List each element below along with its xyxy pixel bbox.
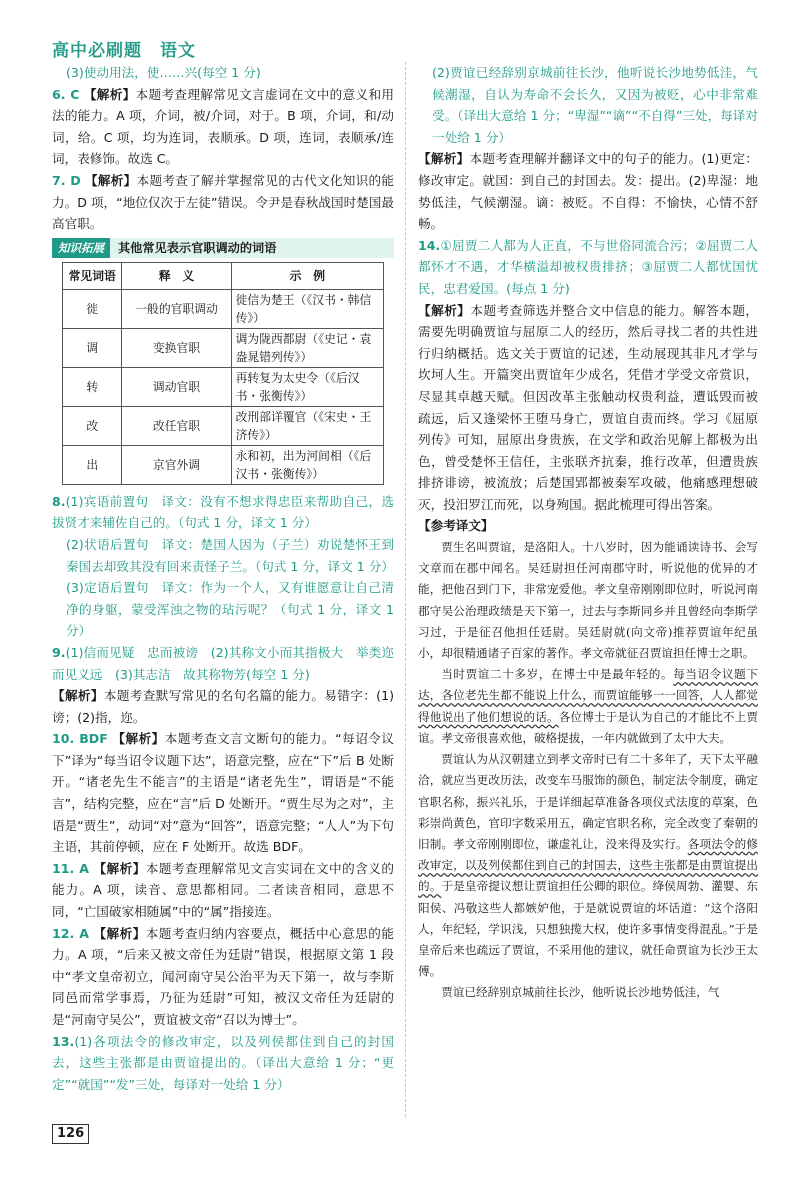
official-transfer-table (62, 262, 384, 485)
question-8-line-2: (2)状语后置句 译文：楚国人因为（子兰）劝说楚怀王到秦国去却致其没有回来责怪子兰。（句式 1 分，译文 1 分） (66, 536, 394, 574)
question-number: 13. (52, 1033, 75, 1049)
question-7 (52, 170, 394, 235)
reference-translation-title: 【参考译文】 (418, 518, 494, 534)
translation-text: 当时贾谊二十多岁，在博士中是最年轻的。 (441, 667, 674, 682)
analysis-tag: 【解析】 (93, 925, 146, 941)
translation-paragraph-1: 贾生名叫贾谊，是洛阳人。十八岁时，因为能诵读诗书、会写文章而在郡中闻名。吴廷尉担任河南郡守时，听说他的优异的才能，把他召到门下，非常宠爱他。孝文皇帝刚刚即位时，听说河南郡守吴公治理政绩是天下第一，过去与李斯同乡并且曾经向李斯学习过，于是征召他担任廷尉。吴廷尉就(向文帝)推荐贾谊年纪虽小，却很精通诸子百家的著作。孝文帝就征召贾谊担任博士之职。 (418, 540, 758, 661)
table-cell: 改任官职 (122, 406, 231, 445)
analysis-tag: 【解析】 (85, 172, 137, 188)
table-cell: 一般的官职调动 (122, 289, 231, 328)
question-number: 10. BDF (52, 731, 108, 747)
table-row (63, 367, 384, 406)
table-row (63, 328, 384, 367)
column-divider (405, 62, 406, 1117)
analysis-text: 本题考查文言文断句的能力。“每诏令议下”译为“每当诏令议题下达”，语意完整，应在“下”后 B 处断开。“诸老先生不能言”的主语是“诸老先生”，谓语是“不能言”，结构完整，应在“言”后 D 处断开。“贾生尽为之对”，主语是“贾生”，动词“对”意为“回答”，语意完整；“人人”为下句主语，其前停顿，应在 F 处断开。故选 BDF。 (52, 731, 394, 855)
analysis-tag: 【解析】 (93, 860, 146, 876)
analysis-text: 本题考查理解常见文言虚词在文中的意义和用法的能力。A 项，介词，被/介词，对于。B 项，介词，和/动词，给。C 项，均为连词，表顺承。D 项，连词，表顺承/连词，表修饰。故选 C。 (52, 86, 394, 167)
question-number: 14. (418, 237, 441, 253)
translation-paragraph-3 (418, 749, 758, 982)
page-number: 126 (52, 1124, 89, 1144)
translation-text: 各位博士于是认为自己的才能比不上贾谊。孝文帝很喜欢他，破格提拔，一年内就做到了太中大夫。 (418, 709, 758, 745)
table-cell: 京官外调 (122, 445, 231, 484)
table-cell: 永和初，出为河间相（《后汉书・张衡传》） (231, 445, 383, 484)
analysis-tag: 【解析】 (112, 731, 165, 747)
question-13-analysis (418, 148, 758, 234)
right-column (418, 62, 758, 1004)
answer-text: (1)各项法令的修改审定，以及列侯都住到自己的封国去，这些主张都是由贾谊提出的。（译出大意给 1 分；“更定”“就国”“发”三处，每译对一处给 1 分） (52, 1033, 394, 1092)
analysis-text: 本题考查了解并掌握常见的古代文化知识的能力。D 项，“地位仅次于左徒”错误。令尹是春秋战国时楚国最高官职。 (52, 172, 395, 232)
analysis-tag: 【解析】 (418, 151, 470, 167)
question-number: 11. A (52, 860, 89, 876)
knowledge-extension-header (52, 238, 394, 258)
question-14-answer (418, 235, 758, 300)
question-number: 8. (52, 493, 66, 509)
question-13-answer-1 (52, 1031, 394, 1096)
question-9-answer (52, 642, 394, 685)
answer-text: (1)宾语前置句 译文：没有不想求得忠臣来帮助自己，选拔贤才来辅佐自己的。（句式 1 分，译文 1 分） (52, 493, 394, 531)
analysis-text: 本题考查归纳内容要点，概括中心意思的能力。A 项，“后来又被文帝任为廷尉”错误，根据原文第 1 段中“孝文皇帝初立，闻河南守吴公治平为天下第一，故与李斯同邑而常学事焉，乃征为廷尉”可知，被汉文帝任为廷尉的是“河南守吴公”，贾谊被文帝“召以为博士”。 (52, 925, 394, 1027)
table-cell: 调 (63, 328, 122, 367)
knowledge-extension-badge: 知识拓展 (52, 238, 110, 258)
question-8-line-1 (52, 491, 394, 534)
translation-paragraph-2 (418, 664, 758, 749)
answer-text: (1)信而见疑 忠而被谤 (2)其称文小而其指极大 举类迩而见义远 (3)其志洁 故其称物芳(每空 1 分) (52, 644, 394, 682)
underlined-translation: 每当诏令议题下达，各位老先生都不能说上什么，而贾谊能够一一回答，人人都觉得他说出了他们想说的话。 (418, 667, 758, 724)
table-row (63, 445, 384, 484)
table-row (63, 406, 384, 445)
question-12 (52, 923, 394, 1031)
question-number: 12. A (52, 925, 89, 941)
table-row (63, 289, 384, 328)
table-cell: 再转复为太史令（《后汉书・张衡传》） (231, 367, 383, 406)
question-6 (52, 84, 394, 170)
page-header-title: 高中必刷题 语文 (52, 41, 196, 61)
table-header: 常见词语 (63, 262, 122, 289)
translation-text: 贾谊认为从汉朝建立到孝文帝时已有二十多年了，天下太平融洽，就应当更改历法，改变车马服饰的颜色，制定法令制度，确定官职名称，振兴礼乐，于是详细起草准备各项仪式法度的草案，色彩崇尚黄色，官印字数采用五，确定官职名称，完全改变了秦朝的旧制。孝文帝刚刚即位，谦虚礼让，没来得及实行。 (418, 752, 758, 851)
analysis-text: 本题考查理解并翻译文中的句子的能力。(1)更定：修改审定。就国：到自己的封国去。发：提出。(2)卑湿：地势低洼，气候潮湿。谪：被贬。不自得：不愉快，心情不舒畅。 (418, 151, 758, 232)
question-8-line-3: (3)定语后置句 译文：作为一个人，又有谁愿意让自己清净的身躯，蒙受浑浊之物的玷污呢？（句式 1 分，译文 1 分） (66, 580, 394, 639)
analysis-tag: 【解析】 (418, 302, 471, 318)
question-9-analysis (52, 685, 394, 728)
underlined-translation: 各项法令的修改审定，以及列侯都住到自己的封国去，这些主张都是由贾谊提出的。 (418, 836, 758, 894)
table-cell: 变换官职 (122, 328, 231, 367)
answer-text: ①屈贾二人都为人正直，不与世俗同流合污；②屈贾二人都怀才不遇，才华横溢却被权贵排挤；③屈贾二人都忧国忧民，忠君爱国。(每点 1 分) (418, 237, 758, 296)
question-13-answer-2: (2)贾谊已经辞别京城前往长沙，他听说长沙地势低洼，气候潮湿，自认为寿命不会长久，又因为被贬，心中非常难受。（译出大意给 1 分；“卑湿”“谪”“不自得”三处，每译对一处给 1 分） (432, 65, 758, 145)
analysis-text: 本题考查筛选并整合文中信息的能力。解答本题，需要先明确贾谊与屈原二人的经历，然后寻找二者的共性进行归纳概括。选文关于贾谊的记述，生动展现其非凡才学与坎坷人生。开篇突出贾谊年少成名，凭借才学受文帝赏识，尽显其卓越天赋。但因改革主张触动权贵利益，遭诋毁而被疏远，后又逢梁怀王堕马身亡，贾谊自责而终。学习《屈原列传》可知，屈原出身贵族，在文学和政治见解上都极为出色，曾受楚怀王信任，主张联齐抗秦，推行改革，但遭贵族排挤诽谤，被流放；后楚国郢都被秦军攻破，他痛感理想破灭，投汨罗江而死，以身殉国。据此梳理可得出答案。 (418, 302, 759, 512)
analysis-tag: 【解析】 (83, 86, 136, 102)
translation-paragraph-4: 贾谊已经辞别京城前往长沙，他听说长沙地势低洼，气 (441, 985, 720, 1000)
table-header-row (63, 262, 384, 289)
left-column (52, 62, 394, 1095)
table-cell: 调为陇西都尉（《史记・袁盎晁错列传》） (231, 328, 383, 367)
table-header: 示 例 (231, 262, 383, 289)
analysis-tag: 【解析】 (52, 688, 104, 704)
answer-5-tail: (3)使动用法，使……兴(每空 1 分) (66, 65, 261, 80)
question-number: 9. (52, 644, 66, 660)
table-cell: 徙 (63, 289, 122, 328)
table-cell: 徙信为楚王（《汉书・韩信传》） (231, 289, 383, 328)
question-number: 6. C (52, 86, 80, 102)
table-cell: 调动官职 (122, 367, 231, 406)
table-cell: 改刑部详覆官（《宋史・王济传》） (231, 406, 383, 445)
table-cell: 转 (63, 367, 122, 406)
question-number: 7. D (52, 172, 81, 188)
knowledge-extension-title: 其他常见表示官职调动的词语 (118, 240, 277, 255)
table-header: 释 义 (122, 262, 231, 289)
question-11 (52, 858, 394, 923)
translation-text: 于是皇帝提议想让贾谊担任公卿的职位。绛侯周勃、灌婴、东阳侯、冯敬这些人都嫉妒他，于是就说贾谊的坏话道：“这个洛阳人，年纪轻，学识浅，只想独揽大权，使许多事情变得混乱。”于是皇帝后来也疏远了贾谊，不采用他的建议，就任命贾谊为长沙王太傅。 (418, 879, 758, 979)
analysis-text: 本题考查默写常见的名句名篇的能力。易错字：(1)谤；(2)指，迩。 (52, 688, 395, 725)
table-cell: 出 (63, 445, 122, 484)
question-10 (52, 728, 394, 858)
analysis-text: 本题考查理解常见文言实词在文中的含义的能力。A 项，读音、意思都相同。二者读音相同，意思不同，“亡国破家相随属”中的“属”指接连。 (52, 860, 394, 920)
question-14-analysis (418, 300, 758, 516)
table-cell: 改 (63, 406, 122, 445)
